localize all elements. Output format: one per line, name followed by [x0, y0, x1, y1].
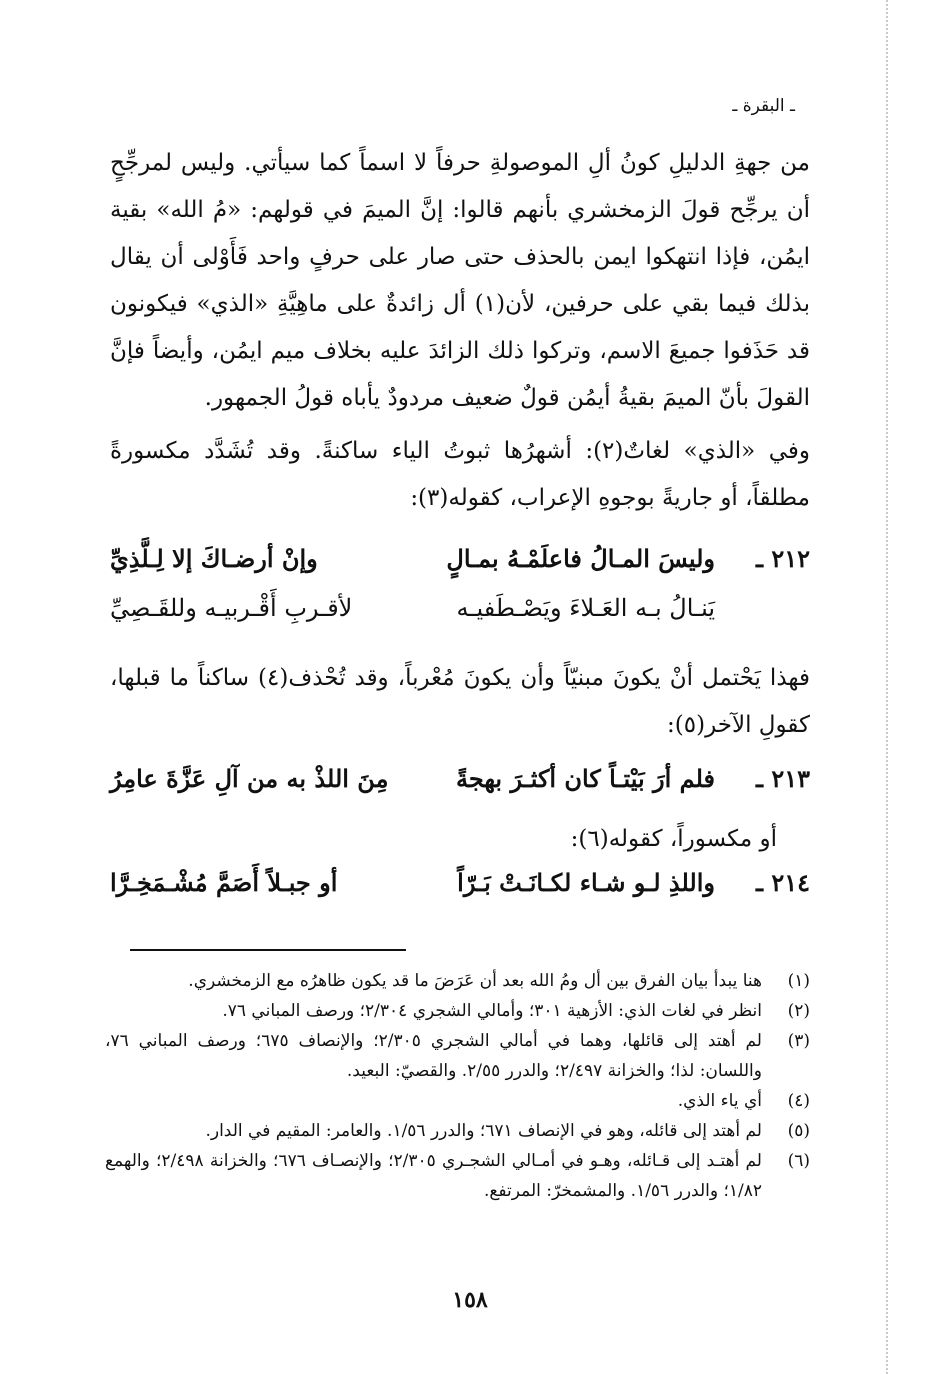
footnote-text: لم أهتـد إلى قـائله، وهـو في أمـالي الشجـري ٢/٣٠٥؛ والإنصـاف ٦٧٦؛ والخزانة ٢/٤٩٨؛ والهمع ١/٨٢؛ والدرر ١/٥٦. والمشمخرّ: المرتفع. — [105, 1151, 762, 1201]
verse-hemistich: وإنْ أرضـاكَ إلا لِـلَّذِيِّ — [110, 544, 318, 573]
footnote-text: هنا يبدأ بيان الفرق بين أل ومُ الله بعد أن عَرَضَ ما قد يكون ظاهرُه مع الزمخشري. — [188, 971, 762, 991]
footnote-number: (٥) — [787, 1121, 810, 1141]
verse-number: ٢١٣ ـ — [755, 764, 810, 793]
footnote-item — [105, 1086, 810, 1116]
paragraph-1: من جهةِ الدليلِ كونُ ألِ الموصولةِ حرفاً لا اسماً كما سيأتي. وليس لمرجِّحٍ أن يرجِّح قولَ الزمخشري بأنهم قالوا: إنَّ الميمَ في قولهم: «مُ الله» بقية ايمُن، فإذا انتهكوا ايمن بالحذف حتى صار على حرفٍ واحد فَأَوْلى أن يقال بذلك فيما بقي على حرفين، لأن(١) أل زائدةٌ على ماهِيَّةِ «الذي» فيكونون قد حَذَفوا جميعَ الاسم، وتركوا ذلك الزائدَ عليه بخلاف ميم ايمُن، وأيضاً فإنَّ القولَ بأنّ الميمَ بقيةُ أيمُن قولٌ ضعيف مردودٌ يأباه قولُ الجمهور. — [110, 150, 810, 411]
footnote-separator — [130, 949, 406, 951]
footnote-item — [105, 966, 810, 996]
footnote-item — [105, 996, 810, 1026]
footnote-text: أي ياء الذي. — [677, 1091, 762, 1111]
page-number: ١٥٨ — [452, 1287, 488, 1313]
footnote-item — [105, 1026, 810, 1086]
footnote-number: (٤) — [787, 1091, 810, 1111]
footnote-number: (٢) — [787, 1001, 810, 1021]
verse-212-line-1 — [110, 544, 810, 590]
verse-hemistich: فلم أرَ بَيْتـاً كان أكثـرَ بهجةً — [455, 764, 715, 793]
verse-214 — [110, 868, 810, 914]
verse-hemistich: مِنَ اللذْ به من آلِ عَزَّةَ عامِرُ — [110, 764, 389, 793]
footnote-item — [105, 1146, 810, 1206]
footnote-text: لم أهتد إلى قائلها، وهما في أمالي الشجري ٢/٣٠٥؛ والإنصاف ٦٧٥؛ ورصف المباني ٧٦، واللسان: لذا؛ والخزانة ٢/٤٩٧؛ والدرر ٢/٥٥. والقصيّ: البعيد. — [105, 1031, 762, 1081]
footnote-number: (٣) — [787, 1031, 810, 1051]
verse-213 — [110, 764, 810, 810]
verse-212-line-2 — [110, 594, 810, 640]
footnote-number: (٦) — [787, 1151, 810, 1171]
verse-hemistich: لأقـربِ أَقْـربيـه وللقَـصِيِّ — [110, 594, 353, 622]
footnote-item — [105, 1116, 810, 1146]
verse-hemistich: واللذِ لـو شـاء لكـانَـتْ بَـرّاً — [457, 868, 715, 897]
paragraph-2: وفي «الذي» لغاتٌ(٢): أشهرُها ثبوتُ الياء ساكنةً. وقد تُشَدَّد مكسورةً مطلقاً، أو جاريةً بوجوهِ الإعراب، كقوله(٣): — [110, 438, 811, 511]
verse-hemistich: يَنـالُ بـه العَـلاءَ ويَصْـطَفيـه — [456, 594, 715, 622]
verse-hemistich: أو جبـلاً أَصَمَّ مُشْـمَخِـرَّا — [110, 868, 338, 897]
scan-dotted-margin-line — [886, 0, 888, 1374]
footnotes — [105, 966, 810, 1206]
verse-hemistich: وليسَ المـالُ فاعلَمْـهُ بمـالٍ — [446, 544, 715, 573]
paragraph-4: أو مكسوراً، كقوله(٦): — [570, 826, 777, 852]
verse-number: ٢١٢ ـ — [755, 544, 810, 573]
footnote-text: لم أهتد إلى قائله، وهو في الإنصاف ٦٧١؛ والدرر ١/٥٦. والعامر: المقيم في الدار. — [205, 1121, 762, 1141]
verse-number: ٢١٤ ـ — [755, 868, 810, 897]
paragraph-3: فهذا يَحْتمل أنْ يكونَ مبنيّاً وأن يكونَ مُعْرباً، وقد تُحْذف(٤) ساكناً ما قبلها، كقولِ الآخر(٥): — [110, 665, 810, 738]
running-header: ـ البقرة ـ — [732, 96, 795, 116]
footnote-text: انظر في لغات الذي: الأزهية ٣٠١؛ وأمالي الشجري ٢/٣٠٤؛ ورصف المباني ٧٦. — [222, 1001, 762, 1021]
footnote-number: (١) — [787, 971, 810, 991]
